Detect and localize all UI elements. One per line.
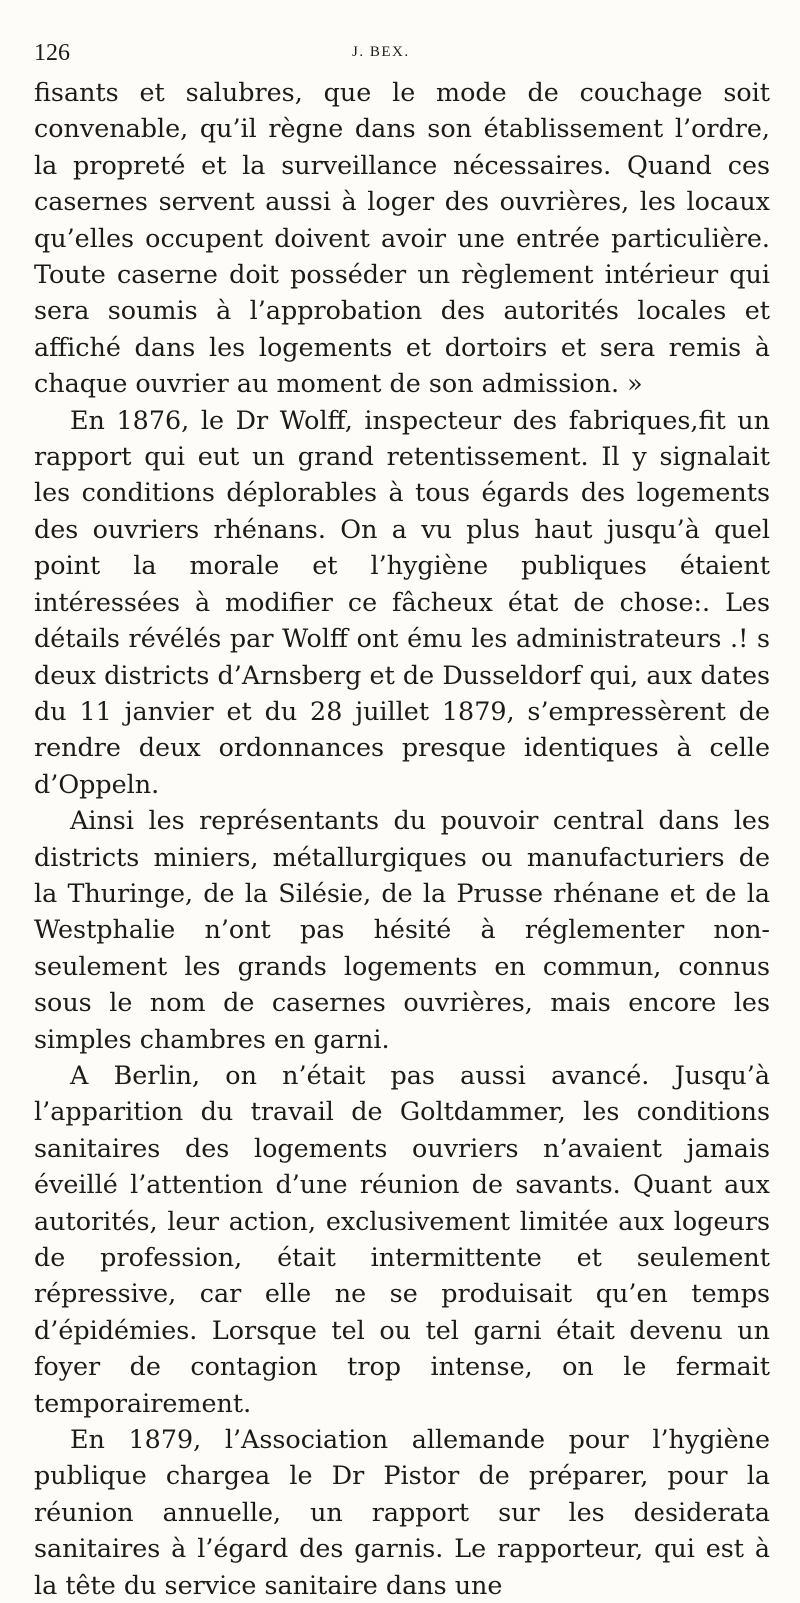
paragraph-5: En 1879, l’Association allemande pour l’hygiène publique chargea le Dr Pistor de préparer, pour la réunion annuelle, un rapport sur les desiderata sanitaires à l’égard des garnis. Le rapporteur, qui est à la tête du service sanitaire dans une	[34, 1424, 770, 1600]
paragraph-1: fisants et salubres, que le mode de couchage soit convenable, qu’il règne dans son établissement l’ordre, la propreté et la surveillance nécessaires. Quand ces casernes servent aussi à loger des ouvrières, les locaux qu’elles occupent doivent avoir une entrée particulière. Toute caserne doit posséder un règlement intérieur qui sera soumis à l’approbation des autorités locales et affiché dans les logements et dortoirs et sera remis à chaque ouvrier au moment de son admission. »	[34, 77, 770, 399]
page-number: 126	[34, 40, 70, 66]
paragraph-3: Ainsi les représentants du pouvoir central dans les districts miniers, métallurgiques ou manufacturiers de la Thuringe, de la Silésie, de la Prusse rhénane et de la Westphalie n’ont pas hésité à réglementer non-seulement les grands logements en commun, connus sous le nom de casernes ouvrières, mais encore les simples chambres en garni.	[34, 805, 770, 1054]
paragraph-2: En 1876, le Dr Wolff, inspecteur des fabriques,fit un rapport qui eut un grand retentissement. Il y signalait les conditions déplorables à tous égards des logements des ouvriers rhénans. On a vu plus haut jusqu’à quel point la morale et l’hygiène publiques étaient intéressées à modifier ce fâcheux état de chose:. Les détails révélés par Wolff ont ému les administrateurs .! s deux districts d’Arnsberg et de Dusseldorf qui, aux dates du 11 janvier et du 28 juillet 1879, s’empressèrent de rendre deux ordonnances presque identiques à celle d’Oppeln.	[34, 404, 770, 799]
body-text	[34, 74, 770, 1603]
running-head	[34, 40, 770, 74]
running-head-author: J. BEX.	[352, 44, 410, 60]
paragraph-4: A Berlin, on n’était pas aussi avancé. Jusqu’à l’apparition du travail de Goltdammer, les conditions sanitaires des logements ouvriers n’avaient jamais éveillé l’attention d’une réunion de savants. Quant aux autorités, leur action, exclusivement limitée aux logeurs de profession, était intermittente et seulement répressive, car elle ne se produisait qu’en temps d’épidémies. Lorsque tel ou tel garni était devenu un foyer de contagion trop intense, on le fermait temporairement.	[34, 1059, 770, 1418]
